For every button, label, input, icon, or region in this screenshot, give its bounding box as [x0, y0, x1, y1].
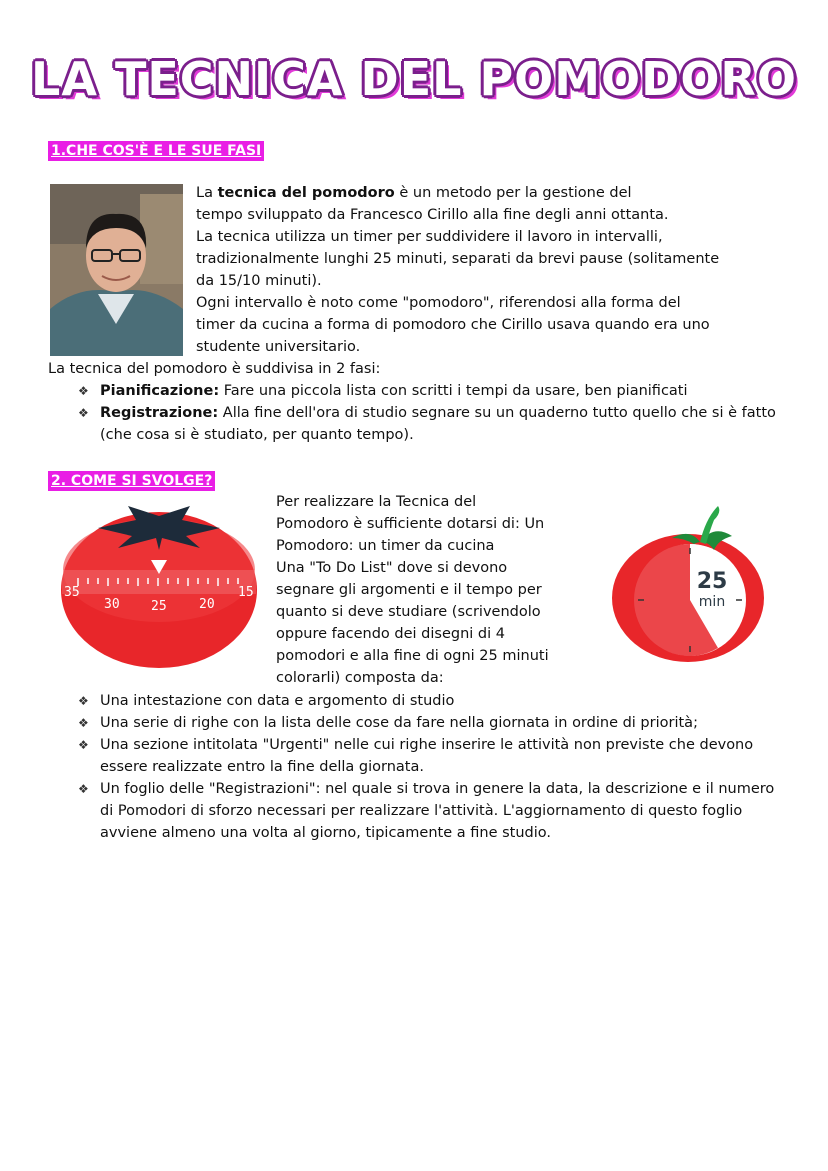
timer-tick-label: 30 [104, 597, 120, 612]
timer-tick-label: 20 [199, 597, 215, 612]
timer-minutes-value: 25 [696, 569, 728, 594]
section-1-heading: 1.CHE COS'È E LE SUE FASI [48, 141, 264, 161]
list-item: ❖ Registrazione: Alla fine dell'ora di studio segnare su un quaderno tutto quello che si è fatto (che cosa si è studiato, per quanto tempo). [78, 402, 783, 446]
section-2-text: Per realizzare la Tecnica del Pomodoro è sufficiente dotarsi di: Un Pomodoro: un timer da cucina Una "To Do List" dove si devono segnare gli argomenti e il tempo per quanto si deve studiare (scrivendolo oppure facendo dei disegni di 4 pomodori e alla fine di ogni 25 minuti colorarli) composta da: [276, 494, 549, 686]
list-item: ❖ Una sezione intitolata "Urgenti" nelle cui righe inserire le attività non previste che devono essere realizzate entro la fine della giornata. [78, 734, 783, 778]
section-2-heading: 2. COME SI SVOLGE? [48, 471, 215, 491]
timer-minutes-unit: min [698, 594, 726, 610]
list-item: ❖ Pianificazione: Fare una piccola lista con scritti i tempi da usare, ben pianificati [78, 380, 783, 402]
list-item: ❖ Una intestazione con data e argomento di studio [78, 690, 783, 712]
timer-tick-label: 15 [238, 585, 254, 600]
timer-tick-label: 25 [151, 599, 167, 614]
phases-list [78, 380, 783, 446]
page-title: LA TECNICA DEL POMODORO [31, 52, 797, 106]
todo-components-list [78, 690, 783, 844]
section-1-text: La tecnica del pomodoro è un metodo per la gestione del tempo sviluppato da Francesco Cirillo alla fine degli anni ottanta. La tecnica utilizza un timer per suddividere il lavoro in intervalli, tradizionalmente lunghi 25 minuti, separati da brevi pause (solitamente da 15/10 minuti). Ogni intervallo è noto come "pomodoro", riferendosi alla forma del timer da cucina a forma di pomodoro che Cirillo usava quando era uno studente universitario. [196, 185, 720, 355]
kitchen-timer-image [58, 500, 260, 672]
phases-intro: La tecnica del pomodoro è suddivisa in 2 fasi: [48, 361, 381, 377]
timer-tick-label: 35 [64, 585, 80, 600]
list-item: ❖ Una serie di righe con la lista delle cose da fare nella giornata in ordine di priorità; [78, 712, 783, 734]
tomato-timer-image [610, 498, 768, 666]
list-item: ❖ Un foglio delle "Registrazioni": nel quale si trova in genere la data, la descrizione e il numero di Pomodori di sforzo necessari per realizzare l'attività. L'aggiornamento di questo foglio avviene almeno una volta al giorno, tipicamente a fine studio. [78, 778, 783, 844]
cirillo-photo [50, 184, 183, 356]
